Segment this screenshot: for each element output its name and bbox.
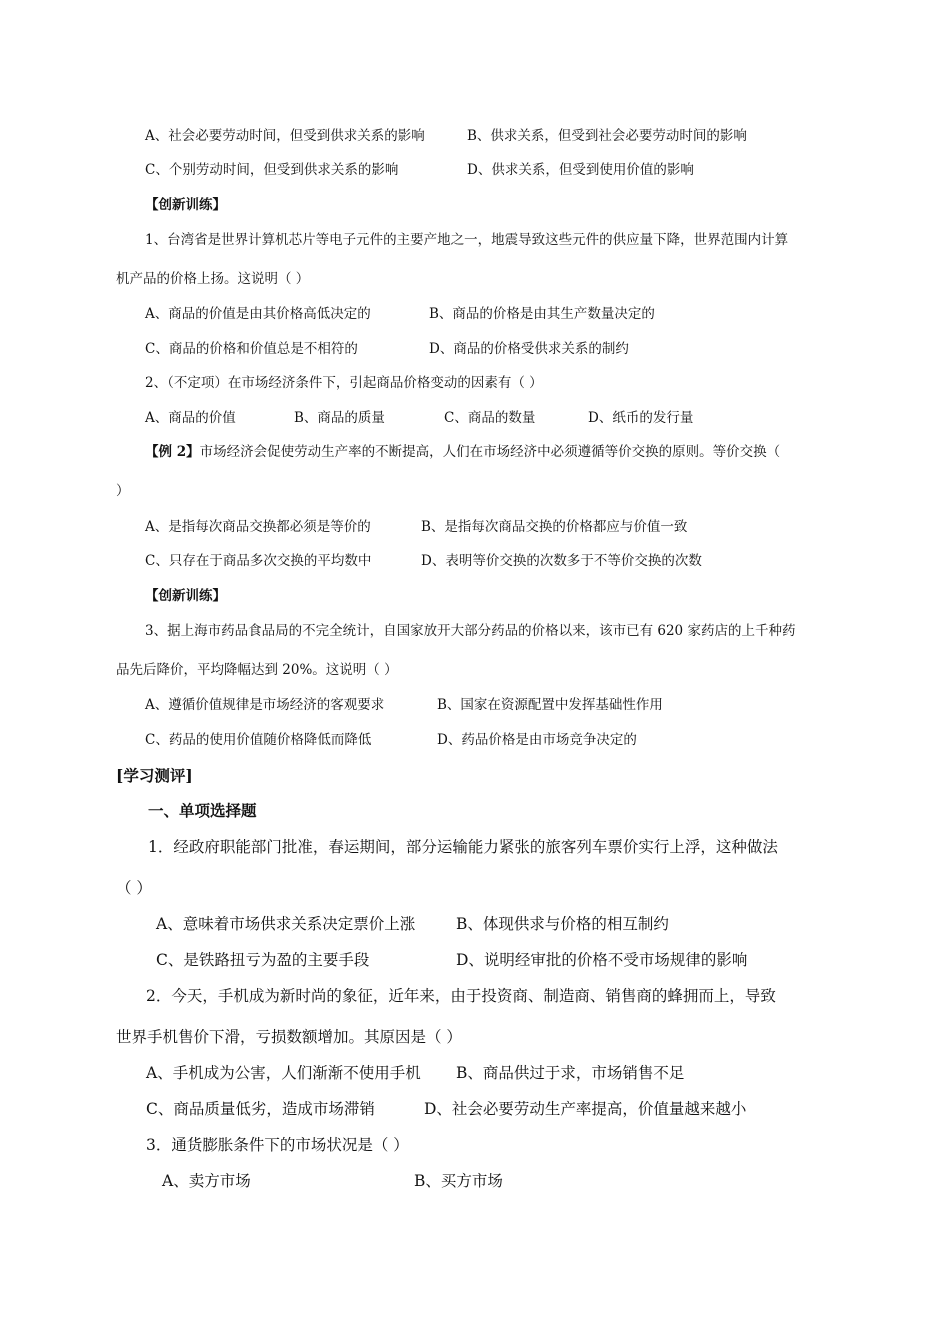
option-c: C、商品的数量 xyxy=(444,410,536,426)
question-text: 2．今天，手机成为新时尚的象征，近年来，由于投资商、制造商、销售商的蜂拥而上，导致 xyxy=(146,987,776,1005)
option-b: B、商品的价格是由其生产数量决定的 xyxy=(429,306,655,322)
option-b: B、买方市场 xyxy=(414,1172,503,1190)
option-b: B、供求关系，但受到社会必要劳动时间的影响 xyxy=(467,128,747,144)
option-c: C、只存在于商品多次交换的平均数中 xyxy=(145,553,372,569)
question-text: 品先后降价，平均降幅达到 20%。这说明（ ） xyxy=(116,662,398,678)
question-text: 3．通货膨胀条件下的市场状况是（ ） xyxy=(146,1136,409,1154)
option-d: D、说明经审批的价格不受市场规律的影响 xyxy=(456,951,748,969)
question-text: 机产品的价格上扬。这说明（ ） xyxy=(116,271,310,287)
option-a: A、商品的价值是由其价格高低决定的 xyxy=(145,306,371,322)
question-text: 1．经政府职能部门批准，春运期间，部分运输能力紧张的旅客列车票价实行上浮，这种做法 xyxy=(148,838,778,856)
option-d: D、商品的价格受供求关系的制约 xyxy=(429,341,629,357)
question-text: 3、据上海市药品食品局的不完全统计，自国家放开大部分药品的价格以来，该市已有 620 家药店的上千种药 xyxy=(145,623,796,639)
example-text: ） xyxy=(116,483,130,499)
option-a: A、遵循价值规律是市场经济的客观要求 xyxy=(145,697,385,713)
example-text: 市场经济会促使劳动生产率的不断提高，人们在市场经济中必须遵循等价交换的原则。等价交换（ xyxy=(199,444,781,460)
option-c: C、是铁路扭亏为盈的主要手段 xyxy=(156,951,370,969)
option-a: A、卖方市场 xyxy=(162,1172,251,1190)
option-d: D、供求关系，但受到使用价值的影响 xyxy=(467,162,694,178)
option-d: D、药品价格是由市场竞争决定的 xyxy=(437,732,637,748)
option-b: B、是指每次商品交换的价格都应与价值一致 xyxy=(421,519,688,535)
option-b: B、国家在资源配置中发挥基础性作用 xyxy=(437,697,663,713)
option-d: D、社会必要劳动生产率提高，价值量越来越小 xyxy=(424,1100,747,1118)
option-a: A、社会必要劳动时间，但受到供求关系的影响 xyxy=(145,128,425,144)
option-a: A、是指每次商品交换都必须是等价的 xyxy=(145,519,371,535)
example-line xyxy=(145,442,780,462)
option-b: B、商品的质量 xyxy=(294,410,385,426)
option-b: B、体现供求与价格的相互制约 xyxy=(456,915,669,933)
example-label: 【例 2】 xyxy=(145,444,200,460)
section-heading: 【创新训练】 xyxy=(145,197,226,213)
subsection-title: 一、单项选择题 xyxy=(148,801,257,820)
question-text: 2、（不定项）在市场经济条件下，引起商品价格变动的因素有（ ） xyxy=(145,375,543,391)
question-text: 1、台湾省是世界计算机芯片等电子元件的主要产地之一，地震导致这些元件的供应量下降，世界范围内计算 xyxy=(145,232,789,248)
option-a: A、手机成为公害，人们渐渐不使用手机 xyxy=(146,1064,421,1082)
question-text: （ ） xyxy=(116,879,152,897)
option-d: D、纸币的发行量 xyxy=(588,410,694,426)
question-text: 世界手机售价下滑，亏损数额增加。其原因是（ ） xyxy=(116,1028,462,1046)
option-c: C、药品的使用价值随价格降低而降低 xyxy=(145,732,372,748)
option-c: C、商品的价格和价值总是不相符的 xyxy=(145,341,358,357)
option-a: A、商品的价值 xyxy=(145,410,236,426)
option-c: C、个别劳动时间，但受到供求关系的影响 xyxy=(145,162,399,178)
option-a: A、意味着市场供求关系决定票价上涨 xyxy=(156,915,416,933)
option-d: D、表明等价交换的次数多于不等价交换的次数 xyxy=(421,553,702,569)
option-c: C、商品质量低劣，造成市场滞销 xyxy=(146,1100,375,1118)
section-title: [学习测评] xyxy=(116,766,193,785)
option-b: B、商品供过于求，市场销售不足 xyxy=(456,1064,685,1082)
section-heading: 【创新训练】 xyxy=(145,588,226,604)
